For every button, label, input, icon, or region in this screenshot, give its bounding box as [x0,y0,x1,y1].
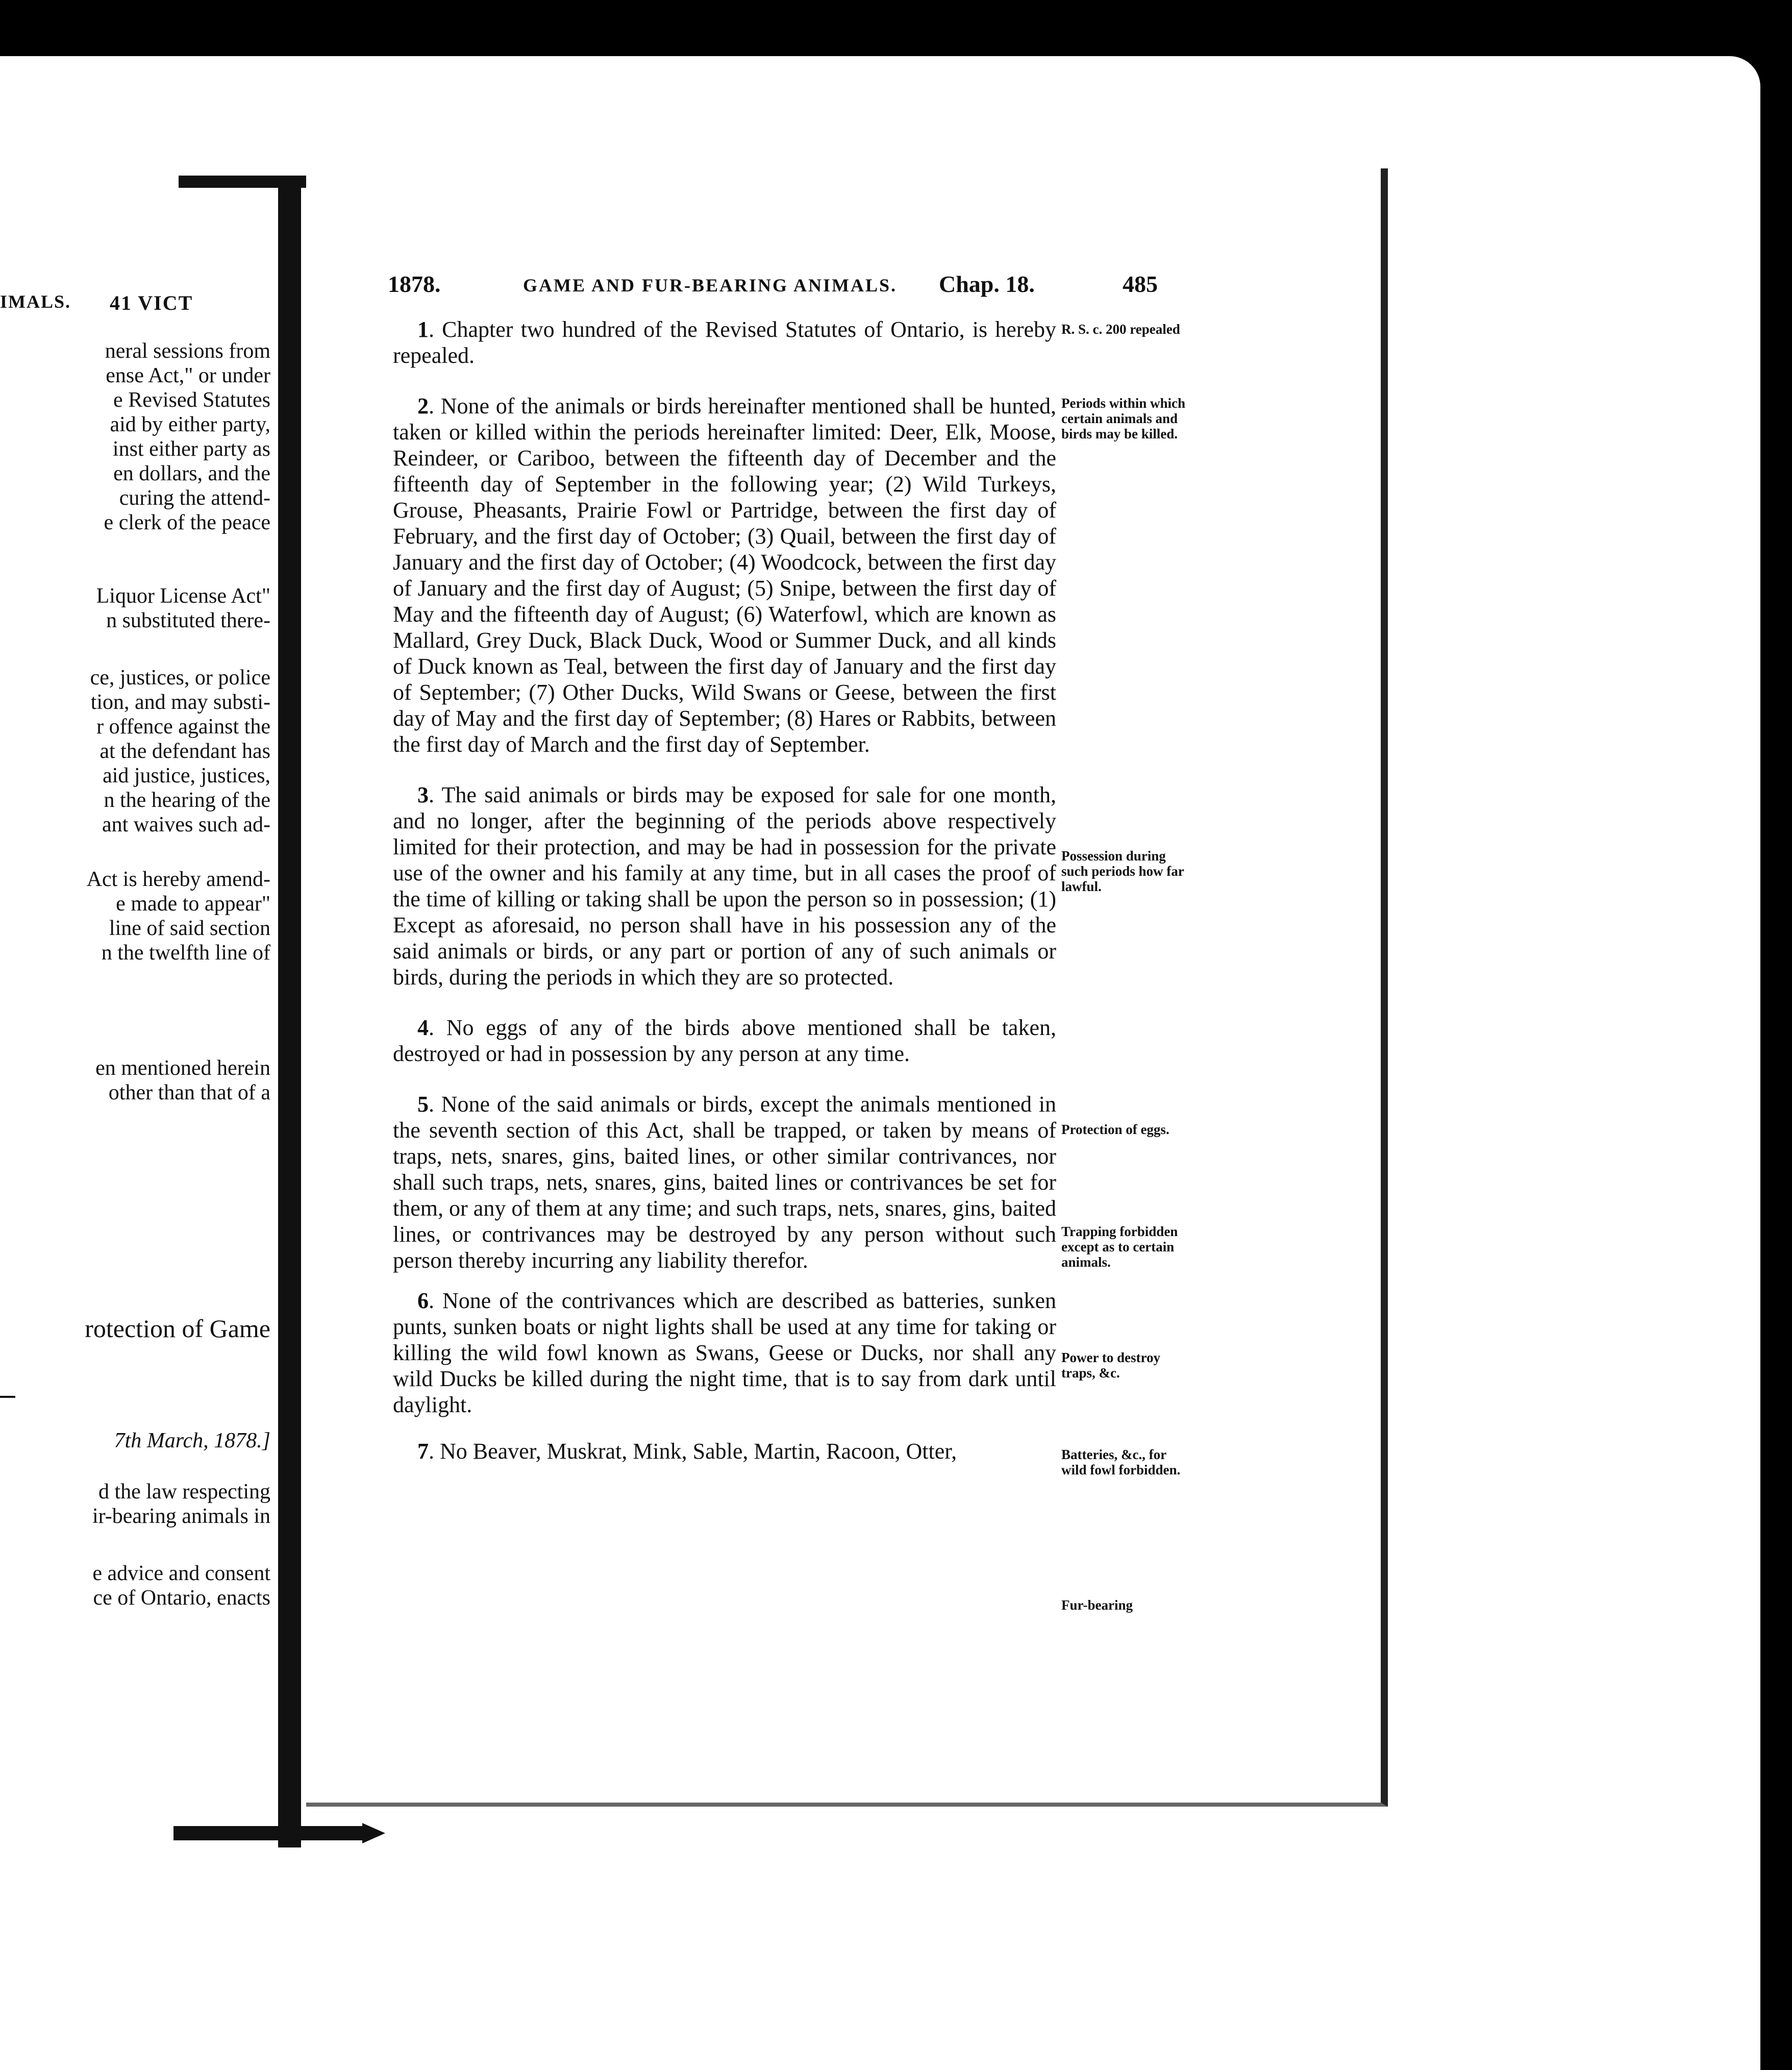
left-line: tion, and may substi- [90,691,270,714]
left-line: aid justice, justices, [103,764,270,787]
left-preamble-line: ce of Ontario, enacts [93,1586,270,1610]
margin-note-section-1: R. S. c. 200 repealed [1061,322,1180,337]
left-line: neral sessions from [105,339,270,363]
margin-note-section-7: Fur-bearing [1061,1597,1133,1613]
left-line: n substituted there- [106,609,270,632]
left-facing-page [0,194,286,1832]
binding-line [293,189,295,1827]
left-line: n the twelfth line of [101,941,270,965]
section-number: 5 [417,1092,429,1117]
left-line: en dollars, and the [113,462,270,485]
left-preamble-line: e advice and consent [92,1562,270,1585]
left-regnal-year: 41 VICT [110,291,193,314]
section-text: . No Beaver, Muskrat, Mink, Sable, Martin, Racoon, Otter, [429,1439,957,1464]
left-line: at the defendant has [99,740,270,763]
section-1 [393,316,1056,368]
section-number: 2 [417,393,429,418]
margin-note-section-3: Possession during such periods how far lawful. [1061,848,1184,894]
left-line: Act is hereby amend- [86,868,270,891]
margin-note-section-6: Batteries, &c., for wild fowl forbidden. [1061,1447,1181,1477]
margin-note-section-5b: Power to destroy traps, &c. [1061,1350,1160,1381]
left-line: line of said section [109,917,270,940]
left-line: e clerk of the peace [104,511,270,534]
binding-bottom-bar [173,1826,367,1840]
right-page [306,168,1388,1807]
section-text: . Chapter two hundred of the Revised Statutes of Ontario, is hereby repealed. [393,317,1056,368]
header-title: GAME AND FUR-BEARING ANIMALS. [523,275,898,295]
left-line: Liquor License Act" [96,584,270,608]
left-preamble-line: ir-bearing animals in [92,1505,270,1528]
left-assent-date: 7th March, 1878.] [114,1429,270,1452]
section-3 [393,782,1056,990]
section-text: . No eggs of any of the birds above mentioned shall be taken, destroyed or had in possession by any person at any time. [393,1015,1056,1066]
section-7 [393,1438,1056,1464]
section-number: 1 [417,317,429,342]
left-line: ense Act," or under [106,364,270,387]
left-line: inst either party as [112,437,270,461]
section-text: . None of the animals or birds hereinafter mentioned shall be hunted, taken or killed within the periods hereinafter limited: Deer, Elk, Moose, Reindeer, or Cariboo, between the fifteenth day of December and the fifteenth day of September in the following year; (2) Wild Turkeys, Grouse, Pheasants, Prairie Fowl or Partridge, between the first day of February, and the first day of October; (3) Quail, between the first day of January and the first day of October; (4) Woodcock, between the first day of January and the first day of August; (5) Snipe, between the first day of May and the fifteenth day of August; (6) Waterfowl, which are known as Mallard, Grey Duck, Black Duck, Wood or Summer Duck, and all kinds of Duck known as Teal, between the first day of January and the first day of September; (7) Other Ducks, Wild Swans or Geese, between the first day of May and the first day of September; (8) Hares or Rabbits, between the first day of March and the first day of September. [393,393,1056,757]
section-number: 3 [417,782,429,807]
left-act-title: rotection of Game [85,1314,270,1343]
margin-note-section-5: Trapping forbidden except as to certain animals. [1061,1224,1178,1270]
section-text: . The said animals or birds may be exposed for sale for one month, and no longer, after the beginning of the periods above respectively limited for their protection, and may be had in possession for the private use of the owner and his family at any time, but in all cases the proof of the time of killing or taking shall be upon the person so in possession; (1) Except as aforesaid, no person shall have in his possession any of the said animals or birds, or any part or portion of any of such animals or birds, during the periods in which they are so protected. [393,782,1056,990]
left-line: r offence against the [96,715,270,738]
statute-body [393,316,1056,1464]
left-line: other than that of a [108,1081,270,1104]
section-6 [393,1288,1056,1418]
left-line: aid by either party, [110,413,270,436]
left-line: curing the attend- [119,486,270,510]
left-line: ant waives such ad- [102,813,270,836]
section-5 [393,1091,1056,1273]
left-line: n the hearing of the [104,788,270,812]
left-divider [0,1396,15,1398]
left-line: e Revised Statutes [113,388,270,412]
left-running-head: IMALS. [0,291,71,312]
section-number: 6 [417,1288,429,1313]
arrow-right-icon [362,1823,385,1843]
header-year: 1878. [388,271,441,297]
section-text: . None of the said animals or birds, except the animals mentioned in the seventh section of this Act, shall be trapped, or taken by means of traps, nets, snares, gins, baited lines, or other similar contrivances, nor shall such traps, nets, snares, gins, baited lines or contrivances be set for them, or any of them at any time; and such traps, nets, snares, gins, baited lines, or contrivances may be destroyed by any person without such person thereby incurring any liability therefor. [393,1092,1056,1273]
section-4 [393,1015,1056,1067]
left-line: e made to appear" [116,892,270,916]
header-chapter: Chap. 18. [939,271,1035,297]
binding-spine [278,184,301,1847]
section-number: 4 [417,1015,429,1040]
section-number: 7 [417,1439,429,1464]
left-line: ce, justices, or police [90,666,270,689]
margin-note-section-4: Protection of eggs. [1061,1122,1169,1137]
left-preamble-line: d the law respecting [98,1480,270,1504]
margin-note-section-2: Periods within which certain animals and birds may be killed. [1061,396,1186,441]
page-header [388,270,1316,301]
section-text: . None of the contrivances which are described as batteries, sunken punts, sunken boats or night lights shall be used at any time for taking or killing the wild fowl known as Swans, Geese or Ducks, nor shall any wild Ducks be killed during the night time, that is to say from dark until daylight. [393,1288,1056,1417]
section-2 [393,393,1056,757]
header-page-number: 485 [1123,271,1158,297]
left-line: en mentioned herein [95,1056,270,1080]
